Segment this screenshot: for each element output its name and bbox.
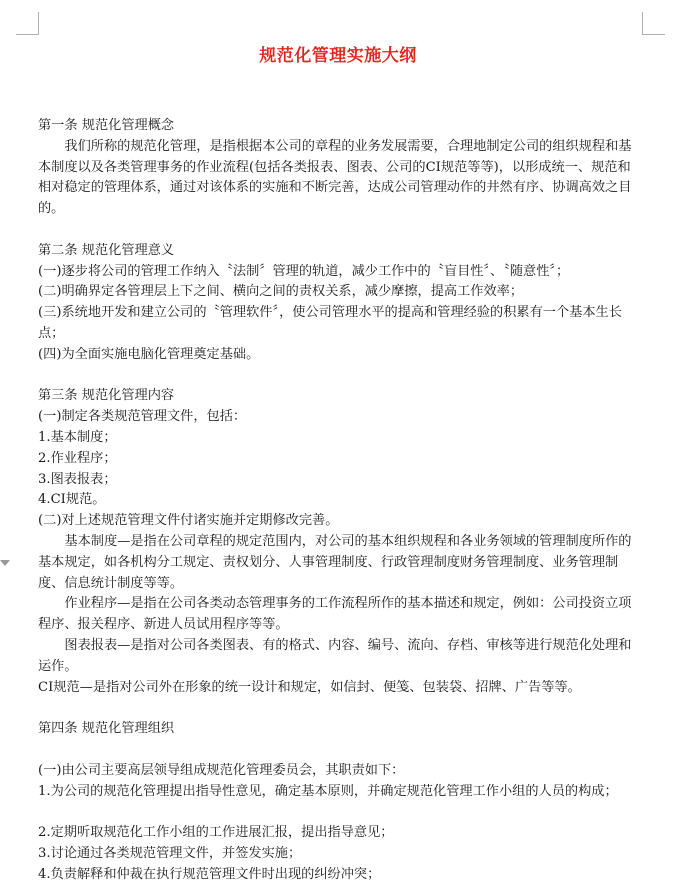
article-3-paragraph: 图表报表—是指对公司各类图表、有的格式、内容、编号、流向、存档、审核等进行规范化处理和运作。 [38, 637, 632, 674]
article-4-item: 1.为公司的规范化管理提出指导性意见，确定基本原则，并确定规范化管理工作小组的人员的构成； [38, 783, 618, 799]
document-body [38, 116, 638, 885]
article-2-item: (四)为全面实施电脑化管理奠定基础。 [38, 346, 260, 362]
article-3-paragraph: 作业程序—是指在公司各类动态管理事务的工作流程所作的基本描述和规定，例如：公司投资立项程序、报关程序、新进人员试用程序等等。 [38, 596, 632, 633]
article-4-item: 3.讨论通过各类规范管理文件，并签发实施； [38, 845, 302, 861]
article-2-item: (三)系统地开发和建立公司的〝管理软件〞，使公司管理水平的提高和管理经验的积累有一个基本生长点； [38, 305, 622, 341]
article-3-item: 3.图表报表； [38, 471, 117, 487]
article-3-paragraph: 基本制度—是指在公司章程的规定范围内，对公司的基本组织规程和各业务领域的管理制度所作的基本规定，如各机构分工规定、责权划分、人事管理制度、行政管理制度财务管理制度、业务管理制度、信息统计制度等等。 [38, 533, 632, 591]
article-3-item: 1.基本制度； [38, 429, 117, 445]
article-2-item: (二)明确界定各管理层上下之间、横向之间的责权关系，减少摩擦，提高工作效率； [38, 284, 524, 300]
article-3-item: (二)对上述规范管理文件付诸实施并定期修改完善。 [38, 513, 339, 529]
article-3-ci-paragraph: CI规范—是指对公司外在形象的统一设计和规定，如信封、便笺、包装袋、招牌、广告等等。 [38, 679, 581, 695]
article-4-item: 2.定期听取规范化工作小组的工作进展汇报，提出指导意见； [38, 825, 394, 841]
page-corner-mark-top-right [642, 12, 665, 35]
article-4-heading: 第四条 规范化管理组织 [38, 721, 175, 737]
margin-arrow-icon [0, 560, 10, 566]
article-3-item: (一)制定各类规范管理文件，包括： [38, 409, 247, 425]
article-3-item: 2.作业程序； [38, 450, 117, 466]
article-2-heading: 第二条 规范化管理意义 [38, 242, 175, 258]
article-1-paragraph: 我们所称的规范化管理，是指根据本公司的章程的业务发展需要，合理地制定公司的组织规程和基本制度以及各类管理事务的作业流程(包括各类报表、图表、公司的CI规范等等)，以形成统一、规范和相对稳定的管理体系，通过对该体系的实施和不断完善，达成公司管理动作的井然有序、协调高效之目的。 [38, 138, 632, 217]
page-corner-mark-top-left [16, 12, 39, 35]
article-4-item: 4.负责解释和仲裁在执行规范管理文件时出现的纠纷冲突； [38, 866, 381, 882]
article-4-intro: (一)由公司主要高层领导组成规范化管理委员会，其职责如下： [38, 762, 405, 778]
document-title: 规范化管理实施大纲 [259, 46, 417, 66]
article-3-heading: 第三条 规范化管理内容 [38, 388, 175, 404]
article-1-heading: 第一条 规范化管理概念 [38, 118, 175, 133]
article-3-item: 4.CI规范。 [38, 492, 106, 508]
article-2-item: (一)逐步将公司的管理工作纳入〝法制〞管理的轨道，减少工作中的〝盲目性〞、〝随意性〞； [38, 263, 570, 279]
